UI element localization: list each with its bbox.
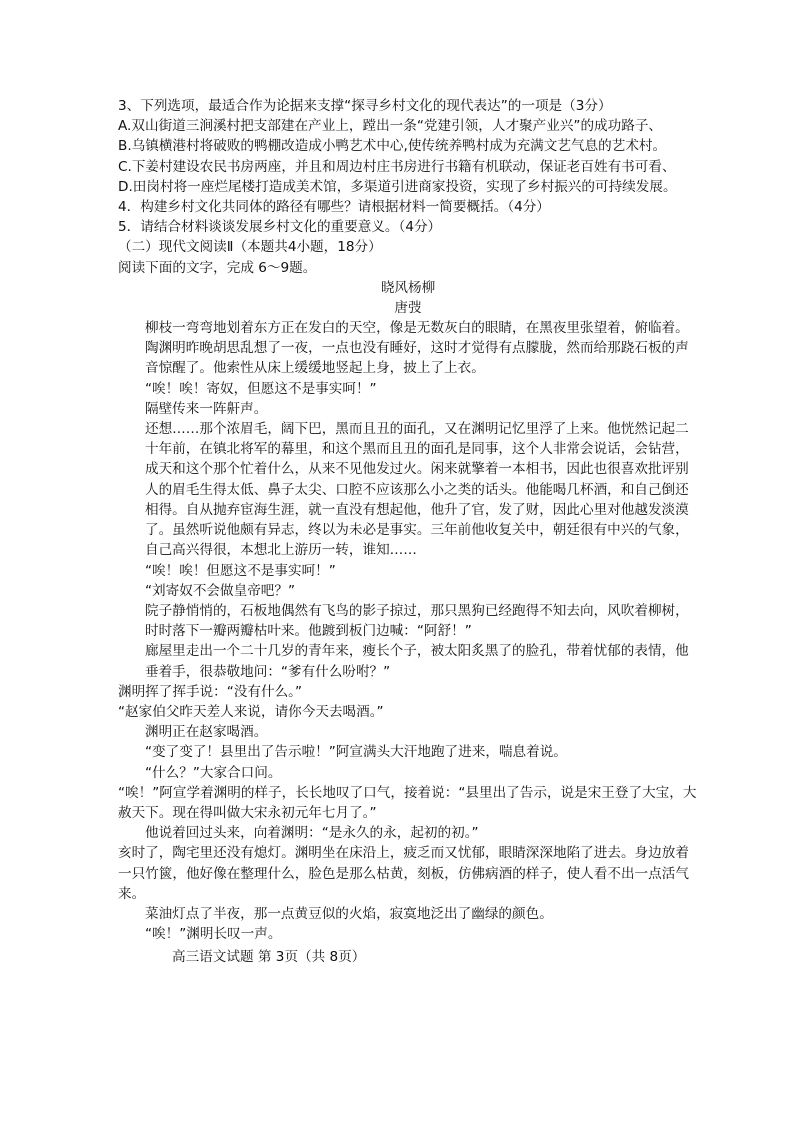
question-5: 5．请结合材料谈谈发展乡村文化的重要意义。（4分） (118, 219, 442, 236)
option-c: C.下姜村建设农民书房两座，并且和周边村庄书房进行书籍有机联动，保证老百姓有书可看、 (118, 158, 676, 175)
article-paragraph: 还想……那个浓眉毛，阔下巴，黑而且丑的面孔，又在渊明记忆里浮了上来。他恍然记起二十年前，在镇北将军的幕里，和这个黑而且丑的面孔是同事，这个人非常会说话，会钻营，成天和这个那个忙着什么，从来不见他发过火。闲来就擎着一本相书，因此也很喜欢批评别人的眉毛生得太低、鼻子太尖、口腔不应该那么小之类的话头。他能喝几杯酒，和自己倒还相得。自从抛弃宦海生涯，就一直没有想起他，他升了官，发了财，因此心里对他越发淡漠了。虽然听说他颇有异志，终以为未必是事实。三年前他收复关中，朝廷很有中兴的气象，自己高兴得很，本想北上游历一转，谁知…… (145, 421, 689, 559)
article-paragraph: 院子静悄悄的，石板地偶然有飞鸟的影子掠过，那只黑狗已经跑得不知去向，风吹着柳树，时时落下一瓣两瓣枯叶来。他踱到板门边喊：“阿舒！” (145, 602, 689, 640)
article-author: 唐弢 (394, 299, 422, 316)
article-paragraph: “刘寄奴不会做皇帝吧？” (145, 582, 296, 599)
article-paragraph: 廊屋里走出一个二十几岁的青年来，瘦长个子，被太阳炙黑了的脸孔，带着忧郁的表情，他垂着手，很恭敬地问：“爹有什么吩咐？” (145, 643, 689, 680)
reading-instruction: 阅读下面的文字，完成 6～9题。 (118, 259, 317, 276)
article-paragraph: 他说着回过头来，向着渊明：“是永久的永，起初的初。” (145, 825, 479, 842)
article-paragraph: 隔壁传来一阵鼾声。 (145, 400, 268, 417)
article-paragraph: “唉！唉！寄奴，但愿这不是事实呵！” (145, 380, 377, 397)
exam-page (118, 96, 698, 968)
section-heading: （二）现代文阅读Ⅱ（本题共4小题，18分） (118, 239, 382, 256)
page-footer: 高三语文试题 第 3页（共 8页） (172, 949, 366, 966)
article-paragraph: “赵家伯父昨天差人来说，请你今天去喝酒。” (118, 703, 384, 720)
article-paragraph: “变了变了！县里出了告示啦！”阿宣满头大汗地跑了进来，喘息着说。 (145, 744, 567, 761)
article-paragraph: “唉！”阿宣学着渊明的样子，长长地叹了口气，接着说：“县里出了告示，说是宋王登了大宝，大赦天下。现在得叫做大宋永初元年七月了。” (118, 784, 697, 821)
question-3: 3、下列选项，最适合作为论据来支撑“探寻乡村文化的现代表达”的一项是（3分） (118, 98, 612, 114)
article-paragraph: “唉！唉！但愿这不是事实呵！” (145, 562, 336, 579)
option-a: A.双山街道三涧溪村把支部建在产业上，蹚出一条“党建引领，人才聚产业兴”的成功路子、 (118, 118, 663, 135)
article-paragraph: “什么？”大家合口问。 (145, 764, 282, 781)
option-d: D.田岗村将一座烂尾楼打造成美术馆，多渠道引进商家投资，实现了乡村振兴的可持续发展。 (118, 178, 677, 195)
question-4: 4．构建乡村文化共同体的路径有哪些？请根据材料一简要概括。（4分） (118, 198, 550, 215)
article-paragraph: 亥时了，陶宅里还没有熄灯。渊明坐在床沿上，疲乏而又忧郁，眼睛深深地陷了进去。身边放着一只竹篋，他好像在整理什么，脸色是那么枯黄，刻板，仿佛病酒的样子，使人看不出一点活气来。 (118, 845, 689, 902)
article-paragraph: “唉！”渊明长叹一声。 (145, 926, 282, 943)
article-title: 晓风杨柳 (380, 279, 436, 296)
article-paragraph: 渊明正在赵家喝酒。 (145, 724, 268, 741)
article-paragraph: 陶渊明昨晚胡思乱想了一夜，一点也没有睡好，这时才觉得有点朦胧，然而给那跷石板的声音惊醒了。他索性从床上缓缓地竖起上身，披上了上衣。 (145, 340, 689, 377)
article-paragraph: 菜油灯点了半夜，那一点黄豆似的火焰，寂寞地泛出了幽绿的颜色。 (145, 905, 553, 922)
article-paragraph: 渊明挥了挥手说：“没有什么。” (118, 683, 303, 700)
article-paragraph: 柳枝一弯弯地划着东方正在发白的天空，像是无数灰白的眼睛，在黑夜里张望着，俯临着。 (145, 320, 689, 337)
option-b: B.乌镇横港村将破败的鸭棚改造成小鸭艺术中心,使传统养鸭村成为充满文艺气息的艺术村。 (118, 138, 667, 155)
